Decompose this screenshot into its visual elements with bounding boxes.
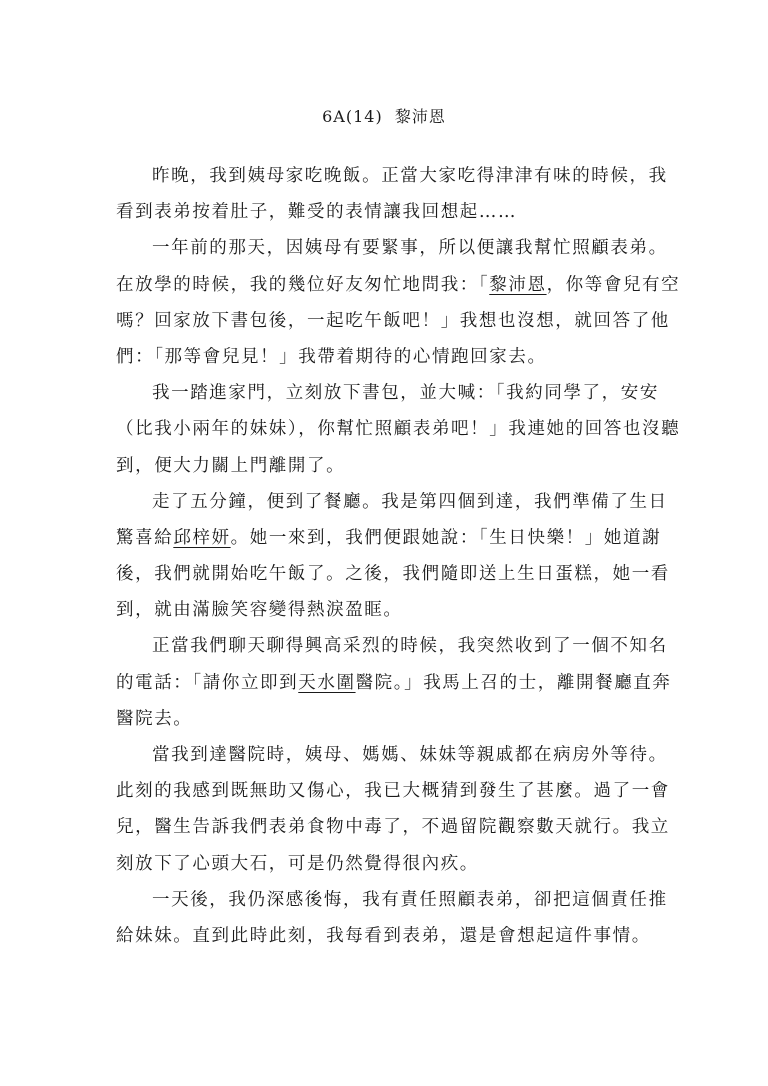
text-segment: 到，就由滿臉笑容變得熱淚盈眶。 xyxy=(116,600,403,621)
text-line xyxy=(116,882,668,918)
text-segment: ，你等會兒有空 xyxy=(546,274,681,295)
text-line xyxy=(116,194,656,230)
text-segment: 走了五分鐘，便到了餐廳。我是第四個到達，我們準備了生日 xyxy=(152,491,668,512)
underlined-place: 天水圍 xyxy=(298,672,356,693)
text-line xyxy=(116,737,668,773)
text-line xyxy=(116,665,672,701)
text-segment: 醫院。」我馬上召的士，離開餐廳直奔 xyxy=(355,672,672,693)
text-line xyxy=(116,411,681,447)
text-segment: 給妹妹。直到此時此刻，我每看到表弟，還是會想起這件事情。 xyxy=(116,925,651,946)
text-segment: 刻放下了心頭大石，可是仍然覺得很內疚。 xyxy=(116,853,479,874)
text-segment: 到，便大力關上門離開了。 xyxy=(116,455,346,476)
text-segment: 兒，醫生告訴我們表弟食物中毒了，不過留院觀察數天就行。我立 xyxy=(116,817,670,838)
text-segment: 。她一來到，我們便跟她說：「生日快樂！」她道謝 xyxy=(230,527,662,548)
text-segment: 昨晚，我到姨母家吃晚飯。正當大家吃得津津有味的時候，我 xyxy=(152,166,668,186)
text-segment: 們：「那等會兒見！」我帶着期待的心情跑回家去。 xyxy=(116,346,547,367)
text-segment: 此刻的我感到既無助又傷心，我已大概猜到發生了甚麼。過了一會 xyxy=(116,781,670,802)
text-segment: 後，我們就開始吃午飯了。之後，我們隨即送上生日蛋糕，她一看 xyxy=(116,564,670,585)
text-line xyxy=(116,303,670,339)
text-line xyxy=(116,592,656,628)
text-line xyxy=(116,628,668,664)
text-segment: 在放學的時候，我的幾位好友匆忙地問我：「 xyxy=(116,274,490,295)
text-segment: 嗎？回家放下書包後，一起吃午飯吧！」我想也沒想，就回答了他 xyxy=(116,310,670,331)
text-segment: 我一踏進家門，立刻放下書包，並大喊：「我約同學了，安安 xyxy=(152,383,659,404)
text-segment: 的電話：「請你立即到 xyxy=(116,672,299,693)
text-line xyxy=(116,158,668,194)
text-line xyxy=(116,520,662,556)
text-segment: （比我小兩年的妹妹），你幫忙照顧表弟吧！」我連她的回答也沒聽 xyxy=(116,419,681,440)
essay-body xyxy=(116,158,681,954)
text-line xyxy=(116,773,670,809)
text-segment: 驚喜給 xyxy=(116,527,174,548)
text-segment: 當我到達醫院時，姨母、媽媽、妹妹等親戚都在病房外等待。 xyxy=(152,745,668,765)
underlined-name: 邱梓妍 xyxy=(173,527,231,548)
text-line xyxy=(116,556,670,592)
text-line xyxy=(116,809,670,845)
text-line xyxy=(116,918,656,954)
text-segment: 看到表弟按着肚子，難受的表情讓我回想起…… xyxy=(116,202,518,223)
text-line xyxy=(116,375,659,411)
text-segment: 正當我們聊天聊得興高采烈的時候，我突然收到了一個不知名 xyxy=(152,636,668,657)
text-segment: 一天後，我仍深感後悔，我有責任照顧表弟，卻把這個責任推 xyxy=(152,889,668,910)
text-line xyxy=(116,701,656,737)
text-line xyxy=(116,230,668,266)
text-line xyxy=(116,339,656,375)
text-line xyxy=(116,846,656,882)
text-segment: 醫院去。 xyxy=(116,708,193,729)
text-line xyxy=(116,484,668,520)
text-line xyxy=(116,267,681,303)
underlined-name: 黎沛恩 xyxy=(489,274,547,295)
text-segment: 一年前的那天，因姨母有要緊事，所以便讓我幫忙照顧表弟。 xyxy=(152,238,668,259)
page-title: 6A(14) 黎沛恩 xyxy=(322,107,446,126)
text-line xyxy=(116,448,656,484)
